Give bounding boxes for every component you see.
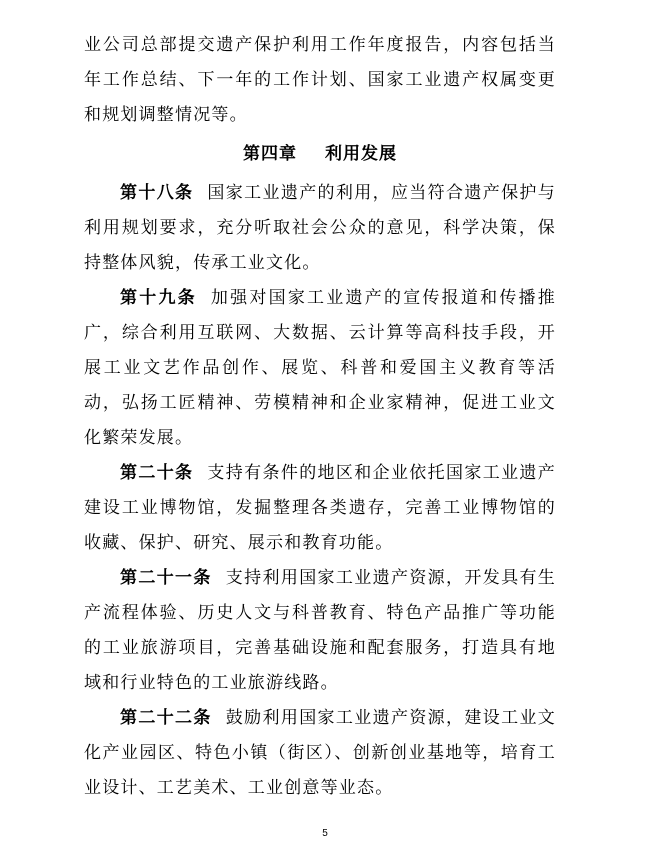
article-label: 第二十一条: [120, 568, 212, 588]
chapter-heading: [84, 137, 556, 172]
article-18: [84, 176, 556, 281]
article-text: 支持有条件的地区和企业依托国家工业遗产建设工业博物馆，发掘整理各类遗存，完善工业博物馆的收藏、保护、研究、展示和教育功能。: [84, 463, 556, 553]
article-text: 国家工业遗产的利用，应当符合遗产保护与利用规划要求，充分听取社会公众的意见，科学决策，保持整体风貌，传承工业文化。: [84, 183, 556, 273]
article-label: 第十九条: [120, 288, 197, 308]
document-body: [84, 28, 556, 806]
article-label: 第二十条: [120, 463, 194, 483]
article-text: 鼓励利用国家工业遗产资源，建设工业文化产业园区、特色小镇（街区）、创新创业基地等，培育工业设计、工艺美术、工业创意等业态。: [84, 708, 557, 798]
page-number: 5: [322, 828, 328, 839]
article-19: [84, 281, 556, 456]
article-21: [84, 561, 556, 701]
article-label: 第二十二条: [120, 708, 212, 728]
chapter-number: 第四章: [243, 144, 297, 164]
intro-paragraph: 业公司总部提交遗产保护利用工作年度报告，内容包括当年工作总结、下一年的工作计划、国家工业遗产权属变更和规划调整情况等。: [84, 35, 556, 125]
article-text: 加强对国家工业遗产的宣传报道和传播推广，综合利用互联网、大数据、云计算等高科技手段，开展工业文艺作品创作、展览、科普和爱国主义教育等活动，弘扬工匠精神、劳模精神和企业家精神，促进工业文化繁荣发展。: [84, 288, 556, 448]
chapter-title: 利用发展: [325, 144, 397, 164]
article-label: 第十八条: [120, 183, 194, 203]
article-text: 支持利用国家工业遗产资源，开发具有生产流程体验、历史人文与科普教育、特色产品推广等功能的工业旅游项目，完善基础设施和配套服务，打造具有地域和行业特色的工业旅游线路。: [84, 568, 557, 693]
article-20: [84, 456, 556, 561]
article-22: [84, 701, 556, 806]
